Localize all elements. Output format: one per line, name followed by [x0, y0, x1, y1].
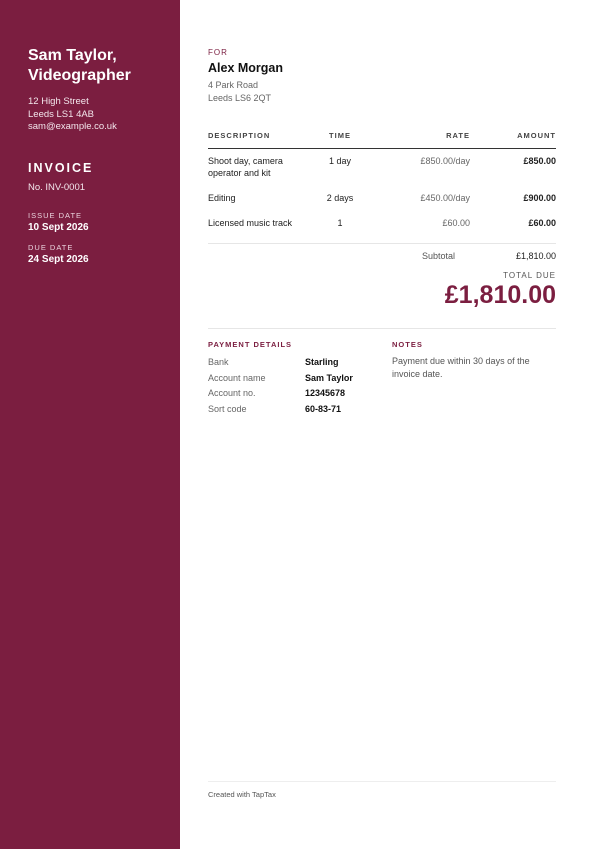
invoice-number: No. INV-0001 — [28, 181, 86, 193]
subtotal-value: £1,810.00 — [515, 251, 556, 261]
invoice-title: INVOICE — [28, 160, 94, 175]
row-description: Licensed music track — [208, 218, 293, 228]
due-date-value: 24 Sept 2026 — [28, 253, 89, 265]
row-amount: £900.00 — [523, 193, 556, 203]
notes-title: NOTES — [392, 340, 423, 349]
subtotal-row — [208, 243, 556, 261]
subtotal-label: Subtotal — [422, 251, 456, 261]
header-amount: AMOUNT — [470, 131, 556, 149]
sender-name — [28, 46, 160, 86]
row-description — [208, 149, 316, 186]
payment-label: Account name — [208, 372, 266, 383]
row-description: Editing — [208, 193, 236, 203]
table-row — [208, 185, 556, 210]
row-description-line1: Shoot day, camera — [208, 156, 283, 166]
sender-address-line2: Leeds LS1 4AB — [28, 108, 95, 120]
payment-row — [208, 355, 392, 371]
payment-value: 60-83-71 — [305, 403, 342, 414]
payment-label: Sort code — [208, 403, 247, 414]
footer-credit: Created with TapTax — [208, 781, 556, 799]
sender-address-line1: 12 High Street — [28, 96, 89, 107]
row-description-line2: operator and kit — [208, 168, 271, 178]
header-time: TIME — [316, 131, 364, 149]
issue-date-label: ISSUE DATE — [28, 210, 83, 220]
due-date-label: DUE DATE — [28, 242, 74, 252]
row-amount: £850.00 — [523, 156, 556, 166]
notes-text-line2: invoice date. — [392, 368, 443, 379]
notes — [392, 340, 556, 417]
line-items-table — [208, 131, 556, 235]
row-rate: £450.00/day — [420, 193, 470, 203]
payment-value: Sam Taylor — [305, 372, 353, 383]
sender-name-line2: Videographer — [28, 67, 131, 84]
payment-row — [208, 371, 392, 387]
header-description: DESCRIPTION — [208, 131, 316, 149]
client-address-line2: Leeds LS6 2QT — [208, 92, 272, 103]
client-address-line1: 4 Park Road — [208, 80, 259, 90]
table-row — [208, 149, 556, 186]
table-header-row — [208, 131, 556, 149]
for-label: FOR — [208, 48, 228, 57]
table-row — [208, 210, 556, 235]
header-rate: RATE — [364, 131, 470, 149]
row-time: 1 — [337, 218, 343, 228]
payment-label: Bank — [208, 357, 229, 367]
sender-sidebar — [0, 0, 180, 849]
payment-label: Account no. — [208, 388, 256, 398]
sender-name-line1: Sam Taylor, — [28, 47, 117, 64]
notes-text-line1: Payment due within 30 days of the — [392, 356, 530, 366]
payment-details — [208, 340, 392, 417]
row-amount: £60.00 — [528, 218, 556, 228]
payment-row — [208, 386, 392, 402]
payment-value: Starling — [305, 357, 339, 367]
sender-email: sam@example.co.uk — [28, 121, 117, 132]
payment-value: 12345678 — [305, 388, 346, 398]
row-rate: £60.00 — [442, 218, 470, 228]
total-due-value: £1,810.00 — [444, 281, 556, 309]
info-section — [208, 328, 556, 417]
row-time: 2 days — [326, 193, 354, 203]
row-time: 1 day — [328, 156, 352, 166]
invoice-main — [180, 0, 600, 849]
client-name: Alex Morgan — [208, 61, 284, 75]
payment-row — [208, 402, 392, 418]
total-due-label: TOTAL DUE — [503, 271, 556, 280]
payment-details-title: PAYMENT DETAILS — [208, 340, 293, 349]
row-rate: £850.00/day — [420, 156, 470, 166]
issue-date-value: 10 Sept 2026 — [28, 221, 89, 233]
